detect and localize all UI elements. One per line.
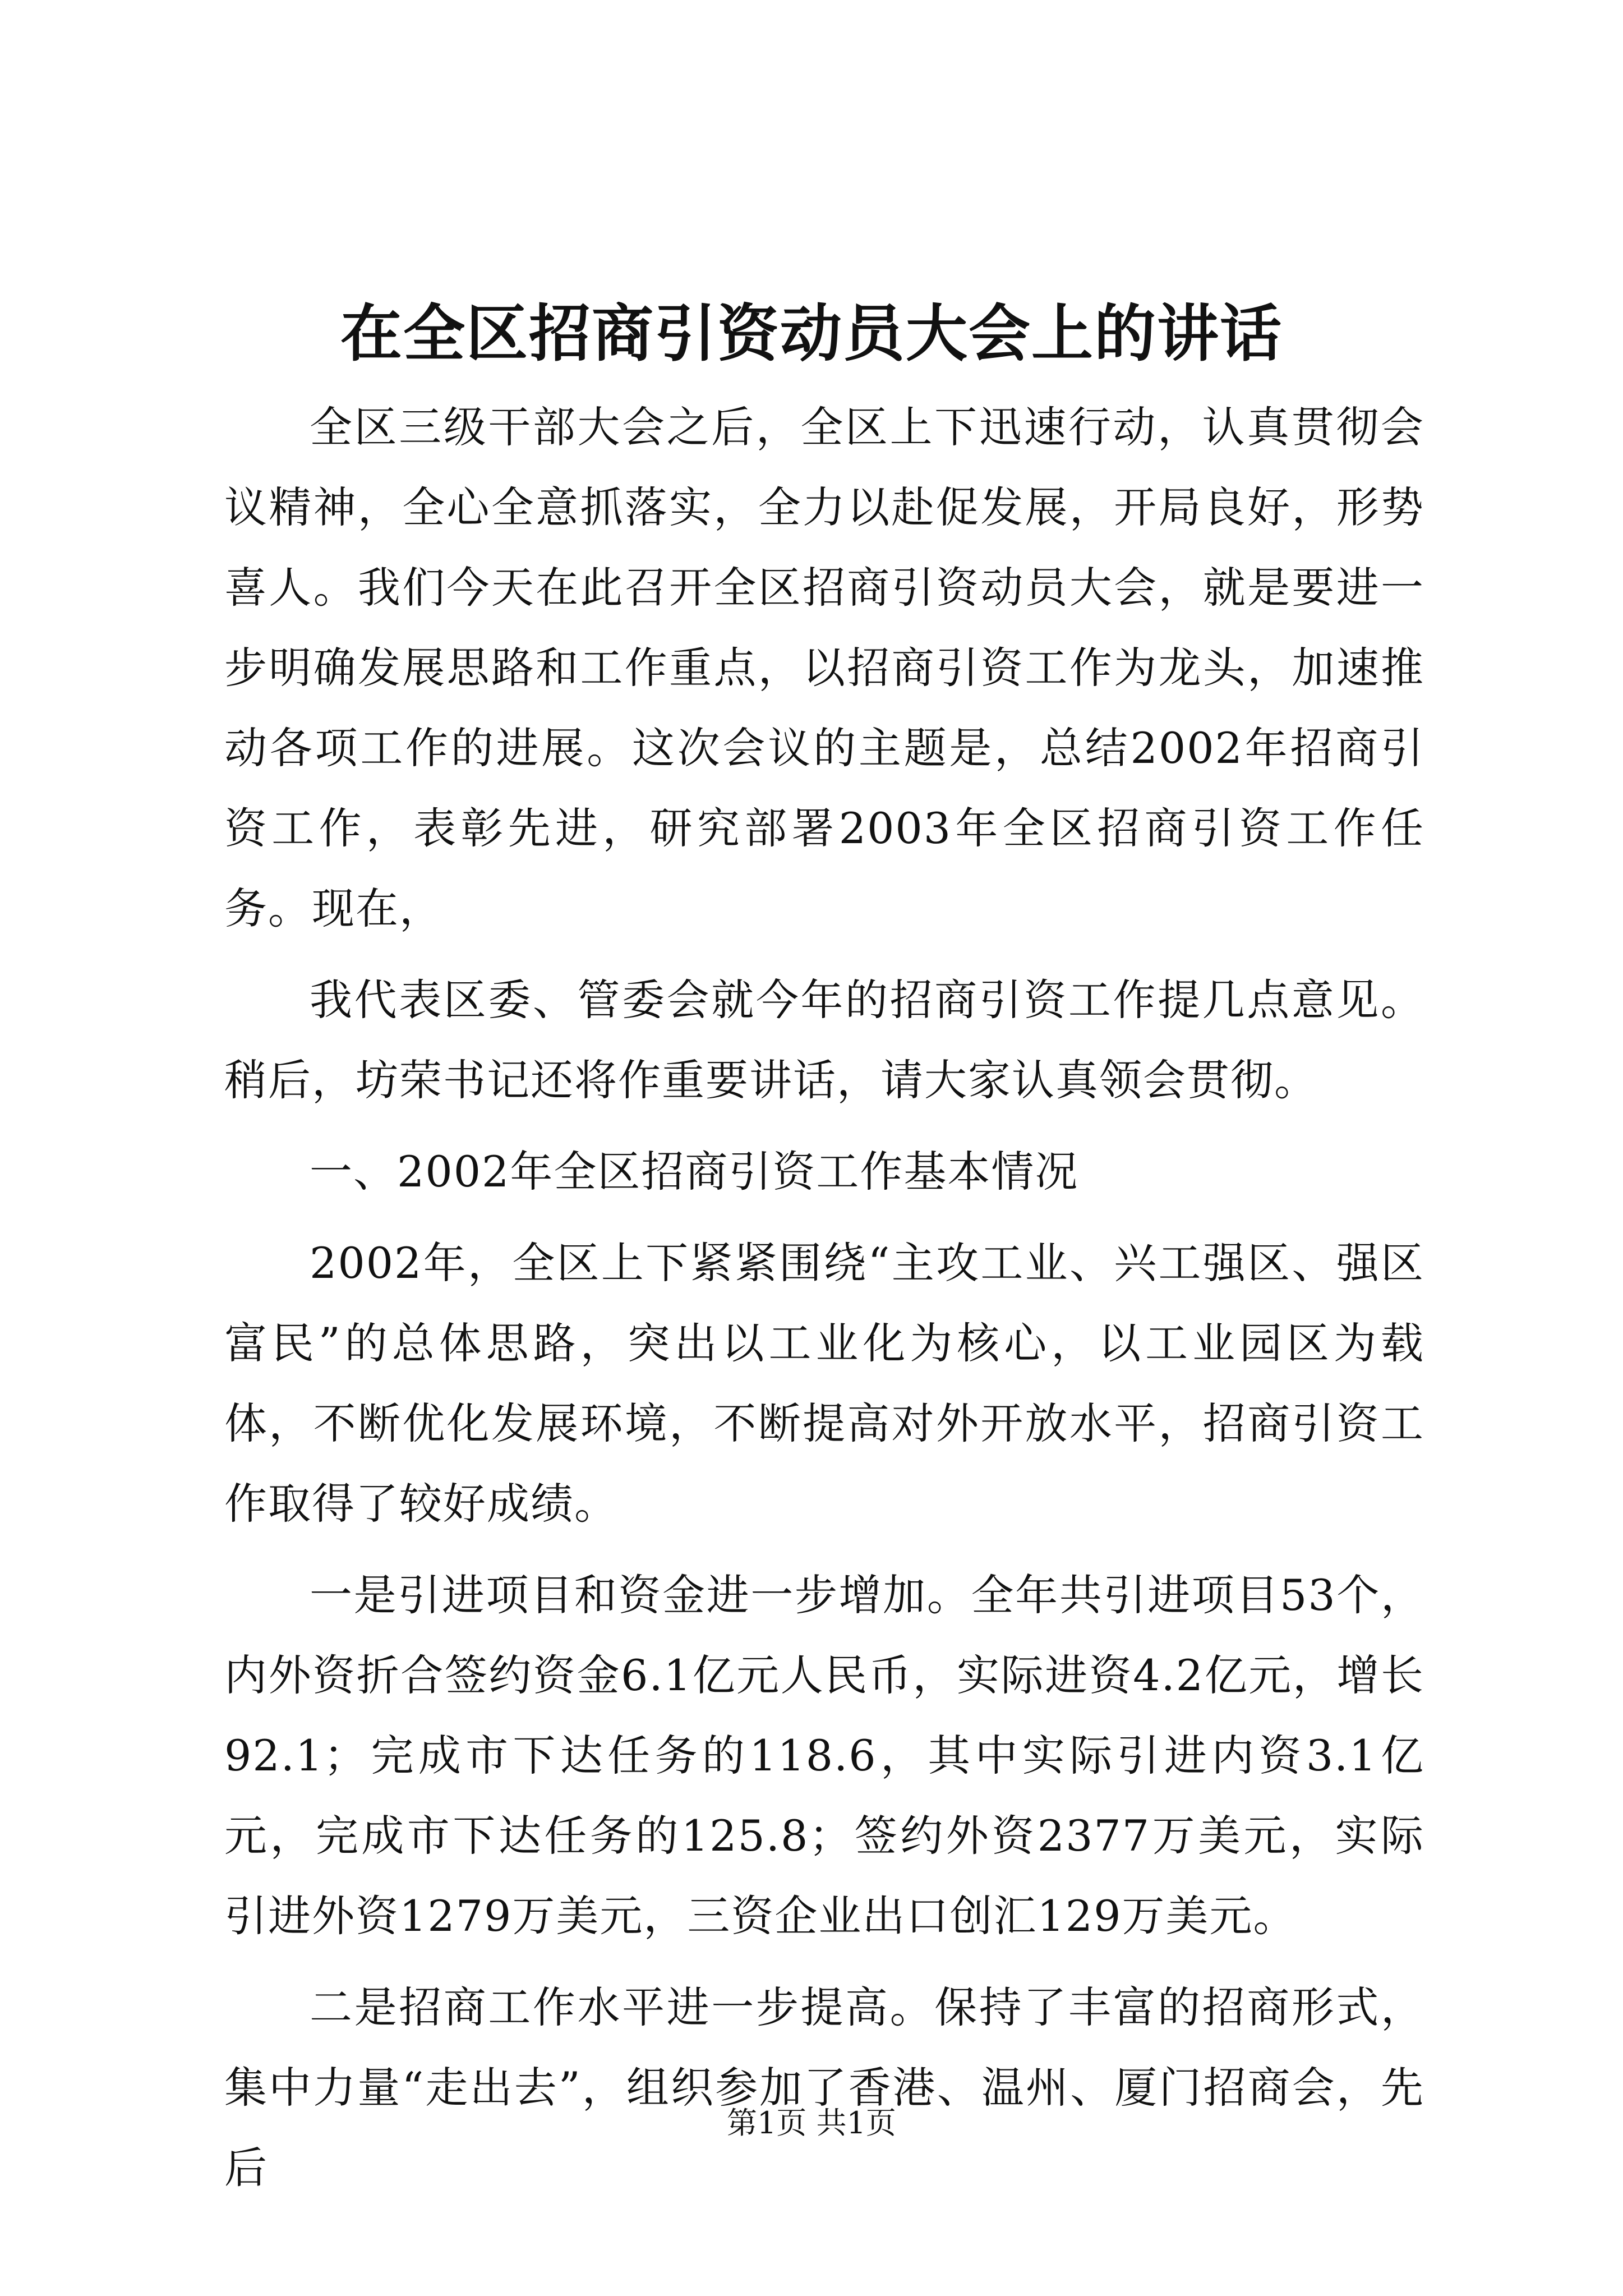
page-footer <box>0 2101 1623 2146</box>
paragraph: 一是引进项目和资金进一步增加。全年共引进项目53个，内外资折合签约资金6.1亿元人民币，实际进资4.2亿元，增长92.1；完成市下达任务的118.6，其中实际引进内资3.1亿元，完成市下达任务的125.8；签约外资2377万美元，实际引进外资1279万美元，三资企业出口创汇129万美元。 <box>224 1570 1424 1941</box>
paragraph: 全区三级干部大会之后，全区上下迅速行动，认真贯彻会议精神，全心全意抓落实，全力以赴促发展，开局良好，形势喜人。我们今天在此召开全区招商引资动员大会，就是要进一步明确发展思路和工作重点，以招商引资工作为龙头，加速推动各项工作的进展。这次会议的主题是，总结2002年招商引资工作，表彰先进，研究部署2003年全区招商引资工作任务。现在， <box>224 402 1424 933</box>
section-heading: 一、2002年全区招商引资工作基本情况 <box>310 1147 1079 1197</box>
page-number: 第1页 共1页 <box>727 2105 896 2141</box>
paragraph: 二是招商工作水平进一步提高。保持了丰富的招商形式，集中力量“走出去”，组织参加了香港、温州、厦门招商会，先后 <box>224 1982 1424 2193</box>
paragraph: 我代表区委、管委会就今年的招商引资工作提几点意见。稍后，坊荣书记还将作重要讲话，请大家认真领会贯彻。 <box>224 975 1424 1105</box>
document-title: 在全区招商引资动员大会上的讲话 <box>340 297 1283 370</box>
document-body <box>224 387 1424 2219</box>
paragraph: 2002年，全区上下紧紧围绕“主攻工业、兴工强区、强区富民”的总体思路，突出以工业化为核心，以工业园区为载体，不断优化发展环境，不断提高对外开放水平，招商引资工作取得了较好成绩。 <box>224 1238 1424 1529</box>
